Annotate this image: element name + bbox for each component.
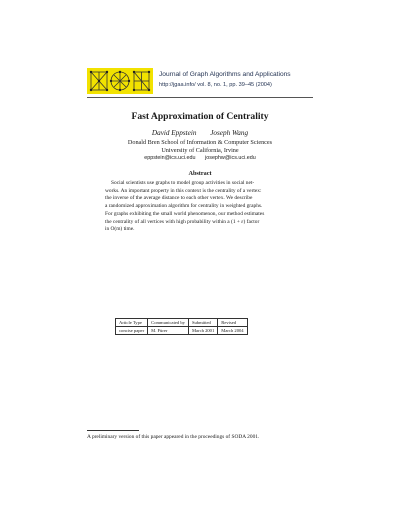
emails bbox=[0, 155, 400, 161]
abstract-line: works. An important property in this context is the centrality of a vertex: bbox=[105, 187, 262, 194]
meta-header: Submitted bbox=[188, 319, 217, 327]
email: eppstein@ics.uci.edu bbox=[144, 155, 196, 161]
article-meta-table bbox=[115, 318, 248, 335]
abstract-line: Social scientists use graphs to model group activities in social net- bbox=[111, 180, 255, 186]
meta-value: M. Fürer bbox=[148, 327, 189, 335]
author-name: David Eppstein bbox=[151, 129, 197, 137]
abstract-heading: Abstract bbox=[188, 170, 212, 177]
affiliation: Donald Bren School of Information & Computer Sciences bbox=[127, 139, 273, 146]
abstract-line: the centrality of all vertices with high probability within a (1 + ε) factor bbox=[105, 218, 260, 225]
abstract-line: the inverse of the average distance to each other vertex. We describe bbox=[105, 195, 253, 202]
affiliation: University of California, Irvine bbox=[161, 147, 239, 154]
jgaa-logo-icon bbox=[87, 68, 153, 94]
meta-header: Communicated by bbox=[148, 319, 189, 327]
footnote-rule bbox=[87, 430, 139, 431]
abstract-body bbox=[105, 180, 295, 234]
email: josephw@ics.uci.edu bbox=[205, 155, 256, 161]
meta-value: March 2004 bbox=[218, 327, 247, 335]
meta-header: Article Type bbox=[116, 319, 148, 327]
authors bbox=[0, 129, 400, 137]
journal-name: Journal of Graph Algorithms and Applications bbox=[159, 71, 291, 78]
meta-header: Revised bbox=[218, 319, 247, 327]
header-rule bbox=[87, 97, 313, 98]
abstract-line: For graphs exhibiting the small world phenomenon, our method estimates bbox=[105, 210, 265, 217]
meta-value: March 2001 bbox=[188, 327, 217, 335]
meta-value: concise paper bbox=[116, 327, 148, 335]
paper-title: Fast Approximation of Centrality bbox=[131, 111, 269, 122]
abstract-line: in O(m) time. bbox=[105, 226, 135, 233]
abstract-line: a randomized approximation algorithm for centrality in weighted graphs. bbox=[105, 203, 263, 210]
footnote: A preliminary version of this paper appeared in the proceedings of SODA 2001. bbox=[87, 434, 260, 440]
journal-citation: http://jgaa.info/ vol. 8, no. 1, pp. 39–45 (2004) bbox=[159, 82, 272, 88]
author-name: Joseph Wang bbox=[210, 129, 249, 137]
